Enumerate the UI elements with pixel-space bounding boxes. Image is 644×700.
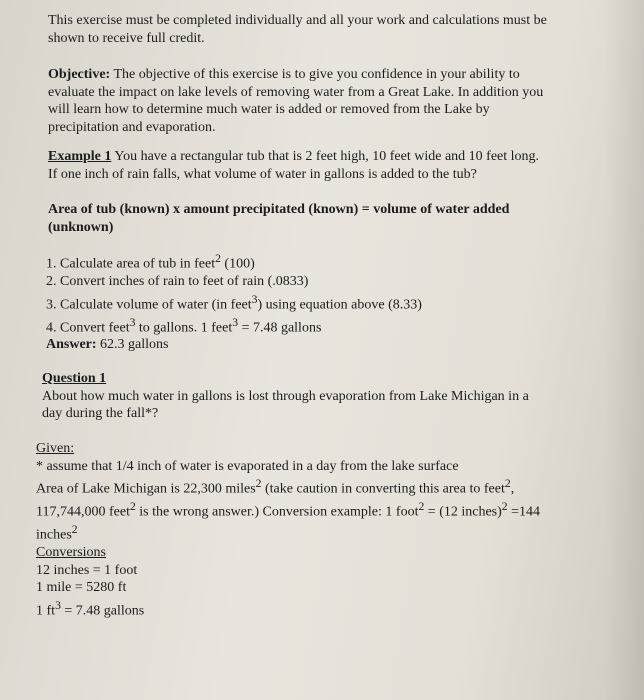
formula-line-2: (unknown) (48, 219, 114, 235)
objective-line-1 (48, 66, 543, 84)
steps-list (46, 250, 422, 337)
given-area2-a: 117,744,000 feet (36, 504, 130, 520)
step-4-sup-a: 3 (129, 315, 136, 329)
intro-paragraph (48, 12, 547, 47)
question-paragraph (42, 370, 529, 423)
given-area2-sup-2: 2 (418, 500, 425, 514)
example-text-1: You have a rectangular tub that is 2 feet high, 10 feet wide and 10 feet long. (111, 149, 540, 164)
step-1-value: (100) (220, 256, 255, 272)
given-area-sup-1: 2 (255, 477, 262, 490)
given-label: Given: (36, 441, 75, 456)
example-line-2: If one inch of rain falls, what volume of water in gallons is added to the tub? (48, 166, 477, 182)
given-area2-c: = (12 inches) (424, 504, 502, 520)
example-line-1 (48, 148, 539, 166)
step-4-sup-b: 3 (232, 315, 239, 329)
objective-line-2: evaluate the impact on lake levels of removing water from a Great Lake. In addition you (48, 84, 544, 100)
step-2: 2. Convert inches of rain to feet of rain (.0833) (46, 274, 309, 290)
step-4-text: 4. Convert feet (46, 320, 130, 336)
given-area-line-2 (36, 498, 540, 521)
given-section (36, 440, 540, 620)
step-3 (46, 291, 422, 314)
given-area-line-1 (36, 475, 540, 498)
given-area-line-3 (36, 521, 540, 544)
step-3-sup: 3 (251, 292, 258, 306)
answer-row (46, 336, 169, 354)
objective-line-4: precipitation and evaporation. (48, 119, 216, 135)
answer-line (46, 336, 169, 354)
conversion-3-a: 1 ft (36, 603, 56, 619)
given-assume: * assume that 1/4 inch of water is evaporated in a day from the lake surface (36, 458, 459, 474)
conversions-label: Conversions (36, 545, 106, 561)
formula-line-1: Area of tub (known) x amount precipitated (known) = volume of water added (48, 202, 510, 217)
formula-paragraph (48, 201, 509, 236)
question-label: Question 1 (42, 371, 107, 386)
given-area3-sup: 2 (71, 523, 78, 537)
example-paragraph (48, 148, 539, 183)
question-line-1: About how much water in gallons is lost through evaporation from Lake Michigan in a (42, 388, 529, 404)
question-line-2: day during the fall*? (42, 406, 159, 421)
conversion-1: 12 inches = 1 foot (36, 562, 138, 578)
objective-line-3: will learn how to determine much water is added or removed from the Lake by (48, 102, 490, 117)
step-3-rest: ) using equation above (8.33) (257, 297, 422, 313)
intro-line-1: This exercise must be completed individually and all your work and calculations must be (48, 13, 547, 28)
intro-line-2: shown to receive full credit. (48, 30, 205, 46)
conversion-3 (36, 597, 540, 620)
answer-label: Answer: (46, 337, 97, 352)
step-3-text: 3. Calculate volume of water (in feet (46, 297, 252, 313)
objective-paragraph (48, 66, 543, 136)
objective-text-1: The objective of this exercise is to give you confidence in your ability to (110, 67, 520, 82)
step-1-text: 1. Calculate area of tub in feet (46, 256, 216, 272)
step-4-end: = 7.48 gallons (238, 320, 322, 336)
given-area2-d: =144 (507, 504, 541, 520)
answer-value: 62.3 gallons (96, 337, 169, 352)
given-area-c: , (510, 481, 515, 497)
given-area-b: (take caution in converting this area to feet (261, 481, 505, 497)
conversion-3-b: = 7.48 gallons (60, 603, 145, 619)
given-area2-sup-1: 2 (129, 500, 136, 514)
page-edge-shadow (604, 0, 644, 700)
step-1-sup: 2 (215, 252, 221, 265)
conversion-2: 1 mile = 5280 ft (36, 580, 127, 596)
given-area2-b: is the wrong answer.) Conversion example: 1 foot (135, 504, 419, 520)
step-1 (46, 250, 422, 273)
step-4 (46, 314, 422, 337)
objective-label: Objective: (48, 67, 111, 82)
given-area-sup-2: 2 (504, 477, 511, 490)
given-area2-sup-3: 2 (501, 500, 508, 514)
conversion-3-sup: 3 (55, 598, 61, 612)
example-label: Example 1 (48, 149, 112, 164)
given-area3: inches (36, 527, 72, 543)
step-4-mid: to gallons. 1 feet (135, 320, 233, 336)
given-area-a: Area of Lake Michigan is 22,300 miles (36, 481, 256, 497)
